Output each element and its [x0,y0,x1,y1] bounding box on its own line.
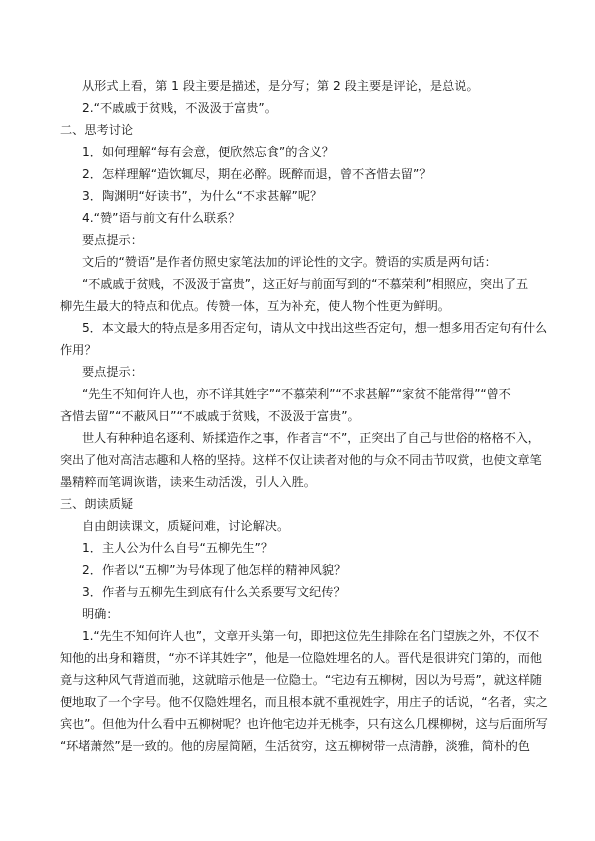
text-line: 吝惜去留”“不蔽风日”“不戚戚于贫贱，不汲汲于富贵”。 [60,409,360,423]
question-item: 1．主人公为什么自号“五柳先生”？ [82,541,274,555]
question-item: 3．作者与五柳先生到底有什么关系要写文纪传？ [82,585,346,599]
text-line: 知他的出身和籍贯，“亦不详其姓字”，他是一位隐姓埋名的人。晋代是很讲究门第的，而他 [60,651,542,665]
text-line: 宾也”。但他为什么看中五柳树呢？也许他宅边并无桃李，只有这么几棵柳树，这与后面所写 [60,717,548,731]
hint-label: 要点提示： [82,365,143,379]
section-heading: 三、朗读质疑 [60,497,134,511]
text-line: 便地取了一个字号。他不仅隐姓埋名，而且根本就不重视姓字，用庄子的话说，“名者，实之 [60,695,548,709]
text-line: “环堵萧然”是一致的。他的房屋简陋，生活贫穷，这五柳树带一点清静，淡雅，简朴的色 [60,739,530,753]
text-line: 2.“不戚戚于贫贱，不汲汲于富贵”。 [82,101,277,115]
hint-label: 要点提示： [82,233,143,247]
question-item: 5．本文最大的特点是多用否定句，请从文中找出这些否定句，想一想多用否定句有什么 [82,321,548,335]
answer-label: 明确： [82,607,119,621]
text-line: 1.“先生不知何许人也”，文章开头第一句，即把这位先生排除在名门望族之外，不仅不 [82,629,540,643]
text-line: 世人有种种追名逐利、矫揉造作之事，作者言“不”，正突出了自己与世俗的格格不入， [82,431,540,445]
text-line: 自由朗读课文，质疑问难，讨论解决。 [82,519,290,533]
document-body [60,75,548,757]
text-line: “先生不知何许人也，亦不详其姓字”“不慕荣利”“不求甚解”“家贫不能常得”“曾不 [82,387,511,401]
question-item: 2．作者以“五柳”为号体现了他怎样的精神风貌？ [82,563,347,577]
text-line: “不戚戚于贫贱，不汲汲于富贵”，这正好与前面写到的“不慕荣利”相照应，突出了五 [82,277,528,291]
text-line: 柳先生最大的特点和优点。传赞一体，互为补充，使人物个性更为鲜明。 [60,299,450,313]
text-line: 竟与这种风气背道而驰，这就暗示他是一位隐士。“宅边有五柳树，因以为号焉”，就这样随 [60,673,542,687]
question-item: 3．陶渊明“好读书”，为什么“不求甚解”呢？ [82,189,323,203]
text-line: 文后的“赞语”是作者仿照史家笔法加的评论性的文字。赞语的实质是两句话： [82,255,497,269]
question-item: 4.“赞”语与前文有什么联系？ [82,211,241,225]
text-line: 突出了他对高洁志趣和人格的坚持。这样不仅让读者对他的与众不同击节叹赏，也使文章笔 [60,453,542,467]
question-item: 1．如何理解“每有会意，便欣然忘食”的含义？ [82,145,334,159]
question-item: 2．怎样理解“造饮辄尽，期在必醉。既醉而退，曾不吝惜去留”？ [82,167,432,181]
text-line: 从形式上看，第 1 段主要是描述，是分写；第 2 段主要是评论，是总说。 [82,79,479,93]
text-line: 墨精粹而笔调诙谐，读来生动活泼，引人入胜。 [60,475,316,489]
section-heading: 二、思考讨论 [60,123,134,137]
text-line: 作用？ [60,343,97,357]
